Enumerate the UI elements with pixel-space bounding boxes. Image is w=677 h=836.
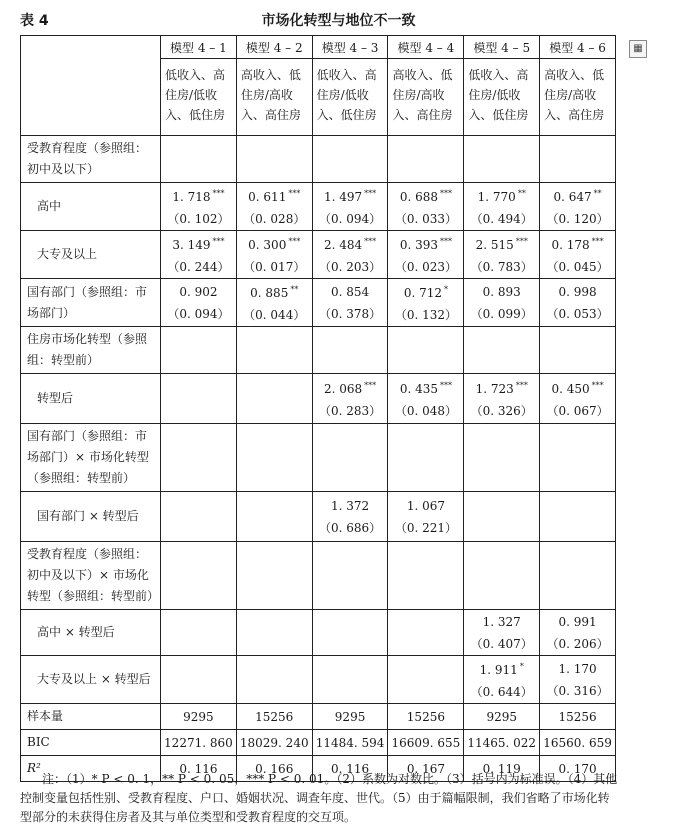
coef-cell: [388, 374, 464, 424]
coef-cell: [312, 492, 388, 542]
coef-value: 0. 611: [248, 190, 287, 204]
coefficient: [540, 658, 615, 680]
stat-cell: 15256: [388, 704, 464, 730]
coef-cell: [388, 183, 464, 231]
coef-value: 1. 911: [479, 663, 518, 677]
row-label: BIC: [21, 730, 161, 756]
coefficient: [313, 231, 388, 256]
coef-value: 0. 450: [551, 382, 590, 396]
standard-error: （0. 686）: [318, 520, 382, 535]
data-row-col-post: [21, 656, 616, 704]
model-header: 模型 4 – 6: [540, 36, 616, 59]
row-label: 样本量: [21, 704, 161, 730]
coef-value: 1. 770: [477, 190, 516, 204]
coefficient: [388, 231, 463, 256]
coefficient: [237, 279, 312, 304]
stat-cell: 0. 116: [312, 756, 388, 782]
coef-cell: [388, 610, 464, 656]
coef-value: 0. 991: [558, 614, 597, 629]
model-header: 模型 4 – 3: [312, 36, 388, 59]
coef-cell: [312, 279, 388, 327]
coef-cell: [161, 374, 237, 424]
standard-error: （0. 326）: [470, 404, 533, 418]
standard-error: （0. 028）: [243, 212, 306, 226]
coef-value: 0. 885: [250, 286, 289, 300]
coef-cell: [464, 183, 540, 231]
standard-error: （0. 053）: [546, 306, 609, 321]
coef-cell: [161, 231, 237, 279]
coef-cell: [464, 610, 540, 656]
coef-cell: [388, 231, 464, 279]
coef-value: 3. 149: [172, 238, 211, 252]
corner-cell: [21, 36, 161, 136]
standard-error: （0. 067）: [546, 404, 609, 418]
significance-stars: ***: [515, 381, 528, 390]
coef-cell: [312, 656, 388, 704]
coefficient: [313, 281, 388, 303]
coefficient: [540, 611, 615, 633]
standard-error: （0. 023）: [394, 260, 457, 274]
stat-cell: 11484. 594: [312, 730, 388, 756]
stat-cell: 16609. 655: [388, 730, 464, 756]
coef-value: 0. 688: [399, 190, 438, 204]
row-label: 受教育程度（参照组：初中及以下）: [21, 136, 161, 183]
coef-cell: [236, 279, 312, 327]
significance-stars: **: [593, 189, 602, 198]
significance-stars: ***: [439, 237, 452, 246]
stat-cell: 11465. 022: [464, 730, 540, 756]
row-label: 国有部门（参照组：市场部门）× 市场化转型（参照组：转型前）: [21, 424, 161, 492]
table-title: 市场化转型与地位不一致: [261, 13, 416, 29]
row-label: R²: [21, 756, 161, 782]
coefficient: [464, 656, 539, 681]
row-label: 高中 × 转型后: [21, 610, 161, 656]
coefficient: [237, 183, 312, 208]
coef-cell: [236, 492, 312, 542]
standard-error: （0. 094）: [318, 212, 382, 226]
row-label: 大专及以上: [21, 231, 161, 279]
stat-cell: 9295: [161, 704, 237, 730]
significance-stars: *: [519, 662, 524, 671]
data-row-college: [21, 231, 616, 279]
significance-stars: **: [290, 285, 299, 294]
model-desc: 低收入、高住房/低收入、低住房: [464, 59, 540, 136]
significance-stars: ***: [364, 237, 377, 246]
stat-cell: 16560. 659: [540, 730, 616, 756]
stat-cell: 9295: [464, 704, 540, 730]
coef-value: 0. 998: [558, 284, 597, 299]
standard-error: （0. 048）: [394, 404, 457, 418]
coef-value: 1. 327: [482, 614, 521, 629]
coef-cell: [312, 374, 388, 424]
model-desc: 高收入、低住房/高收入、高住房: [540, 59, 616, 136]
coefficient: [464, 375, 539, 400]
coef-value: 0. 712: [403, 286, 442, 300]
coefficient: [540, 231, 615, 256]
coefficient: [464, 183, 539, 208]
coef-value: 2. 484: [323, 238, 363, 252]
data-row-post: [21, 374, 616, 424]
significance-stars: ***: [288, 189, 301, 198]
coef-cell: [236, 183, 312, 231]
coef-cell: [161, 610, 237, 656]
coef-cell: [236, 374, 312, 424]
stat-cell: 0. 167: [388, 756, 464, 782]
coef-cell: [464, 374, 540, 424]
standard-error: （0. 045）: [546, 260, 609, 274]
standard-error: （0. 102）: [167, 212, 230, 226]
coef-cell: [540, 492, 616, 542]
coef-cell: [312, 610, 388, 656]
significance-stars: ***: [212, 189, 225, 198]
row-label: 转型后: [21, 374, 161, 424]
standard-error: （0. 407）: [470, 636, 533, 651]
coefficient: [161, 231, 236, 256]
row-label: 大专及以上 × 转型后: [21, 656, 161, 704]
coef-cell: [388, 656, 464, 704]
coefficient: [388, 375, 463, 400]
standard-error: （0. 132）: [394, 308, 457, 322]
qr-code-icon[interactable]: ▦: [629, 40, 647, 58]
coef-cell: [312, 183, 388, 231]
significance-stars: ***: [591, 381, 604, 390]
model-header: 模型 4 – 1: [161, 36, 237, 59]
significance-stars: ***: [439, 381, 452, 390]
standard-error: （0. 017）: [243, 260, 306, 274]
significance-stars: ***: [288, 237, 301, 246]
coef-value: 1. 372: [330, 498, 370, 513]
coefficient: [161, 183, 236, 208]
table-title-row: [20, 10, 657, 30]
stat-cell: 9295: [312, 704, 388, 730]
model-desc: 高收入、低住房/高收入、高住房: [236, 59, 312, 136]
significance-stars: **: [517, 189, 526, 198]
coefficient: [313, 375, 388, 400]
table-footnote: 注：（1）* P < 0. 1，** P < 0. 05，*** P < 0. 01。（2）系数为对数比。（3）括号内为标准误。（4）其他控制变量包括性别、受教育程度、户口、婚姻状况、调查年度、世代。（5）由于篇幅限制，我们省略了市场化转型部分的未获得住房者及其与单位类型和受教育程度的交互项。: [20, 772, 618, 824]
standard-error: （0. 244）: [167, 260, 230, 274]
coef-value: 0. 300: [248, 238, 287, 252]
coef-value: 0. 902: [179, 284, 218, 299]
standard-error: （0. 644）: [470, 685, 533, 699]
stat-cell: 18029. 240: [236, 730, 312, 756]
coef-cell: [464, 492, 540, 542]
coef-value: 0. 893: [482, 284, 521, 299]
significance-stars: *: [443, 285, 448, 294]
section-row: [21, 542, 616, 610]
coef-cell: [540, 610, 616, 656]
coef-value: 2. 515: [475, 238, 514, 252]
stat-cell: 12271. 860: [161, 730, 237, 756]
model-header-row: [21, 36, 616, 59]
significance-stars: ***: [515, 237, 528, 246]
coefficient: [237, 231, 312, 256]
coefficient: [540, 375, 615, 400]
standard-error: （0. 120）: [546, 212, 609, 226]
significance-stars: ***: [439, 189, 452, 198]
coef-cell: [540, 231, 616, 279]
coefficient: [540, 183, 615, 208]
standard-error: （0. 044）: [243, 308, 306, 322]
coef-cell: [540, 656, 616, 704]
row-label: 国有部门 × 转型后: [21, 492, 161, 542]
model-desc: 低收入、高住房/低收入、低住房: [312, 59, 388, 136]
coef-value: 2. 068: [323, 382, 363, 396]
standard-error: （0. 783）: [470, 260, 533, 274]
stat-cell: 15256: [540, 704, 616, 730]
coef-value: 0. 178: [551, 238, 590, 252]
standard-error: （0. 094）: [167, 306, 230, 321]
coef-cell: [540, 183, 616, 231]
coef-value: 1. 723: [475, 382, 514, 396]
coefficient: [540, 281, 615, 303]
standard-error: （0. 099）: [470, 306, 533, 321]
significance-stars: ***: [212, 237, 225, 246]
coef-value: 1. 170: [558, 661, 597, 676]
coefficient: [388, 183, 463, 208]
coef-value: 0. 393: [399, 238, 438, 252]
coef-value: 0. 435: [399, 382, 438, 396]
coef-cell: [388, 492, 464, 542]
coefficient: [388, 495, 463, 517]
significance-stars: ***: [364, 381, 377, 390]
coef-value: 0. 854: [330, 284, 370, 299]
coef-cell: [388, 279, 464, 327]
row-label: 高中: [21, 183, 161, 231]
row-label: 住房市场化转型（参照组：转型前）: [21, 327, 161, 374]
stat-cell: 0. 166: [236, 756, 312, 782]
coef-cell: [464, 279, 540, 327]
standard-error: （0. 203）: [318, 260, 382, 274]
section-row: [21, 136, 616, 183]
row-label: 国有部门（参照组：市场部门）: [21, 279, 161, 327]
coef-cell: [161, 279, 237, 327]
model-header: 模型 4 – 2: [236, 36, 312, 59]
stat-cell: 15256: [236, 704, 312, 730]
data-row-highschool: [21, 183, 616, 231]
results-table: [20, 35, 616, 782]
data-row-hs-post: [21, 610, 616, 656]
coefficient: [313, 495, 388, 517]
coef-cell: [161, 183, 237, 231]
coef-cell: [161, 492, 237, 542]
coefficient: [161, 281, 236, 303]
coef-cell: [236, 656, 312, 704]
coef-value: 1. 067: [406, 498, 445, 513]
coefficient: [464, 231, 539, 256]
standard-error: （0. 221）: [394, 520, 457, 535]
stat-cell: 0. 119: [464, 756, 540, 782]
model-desc: 低收入、高住房/低收入、低住房: [161, 59, 237, 136]
coef-value: 1. 718: [172, 190, 211, 204]
coef-value: 1. 497: [323, 190, 363, 204]
stat-cell: 0. 170: [540, 756, 616, 782]
row-label: 受教育程度（参照组：初中及以下）× 市场化转型（参照组：转型前）: [21, 542, 161, 610]
standard-error: （0. 033）: [394, 212, 457, 226]
model-header: 模型 4 – 4: [388, 36, 464, 59]
coefficient: [388, 279, 463, 304]
coef-cell: [236, 610, 312, 656]
standard-error: （0. 378）: [318, 306, 382, 321]
coefficient: [313, 183, 388, 208]
table-label: 表 4: [20, 13, 49, 29]
standard-error: （0. 283）: [318, 404, 382, 418]
coef-value: 0. 647: [553, 190, 592, 204]
model-header: 模型 4 – 5: [464, 36, 540, 59]
standard-error: （0. 316）: [546, 683, 609, 698]
significance-stars: ***: [591, 237, 604, 246]
coef-cell: [540, 374, 616, 424]
significance-stars: ***: [364, 189, 377, 198]
stat-cell: 0. 116: [161, 756, 237, 782]
coef-cell: [312, 231, 388, 279]
coefficient: [464, 611, 539, 633]
coefficient: [464, 281, 539, 303]
coef-cell: [464, 231, 540, 279]
coef-cell: [236, 231, 312, 279]
stat-row-bic: [21, 730, 616, 756]
data-row-state-post: [21, 492, 616, 542]
data-row-state: [21, 279, 616, 327]
model-desc: 高收入、低住房/高收入、高住房: [388, 59, 464, 136]
section-row: [21, 424, 616, 492]
standard-error: （0. 206）: [546, 636, 609, 651]
coef-cell: [464, 656, 540, 704]
section-row: [21, 327, 616, 374]
coef-cell: [540, 279, 616, 327]
standard-error: （0. 494）: [470, 212, 533, 226]
stat-row-n: [21, 704, 616, 730]
coef-cell: [161, 656, 237, 704]
